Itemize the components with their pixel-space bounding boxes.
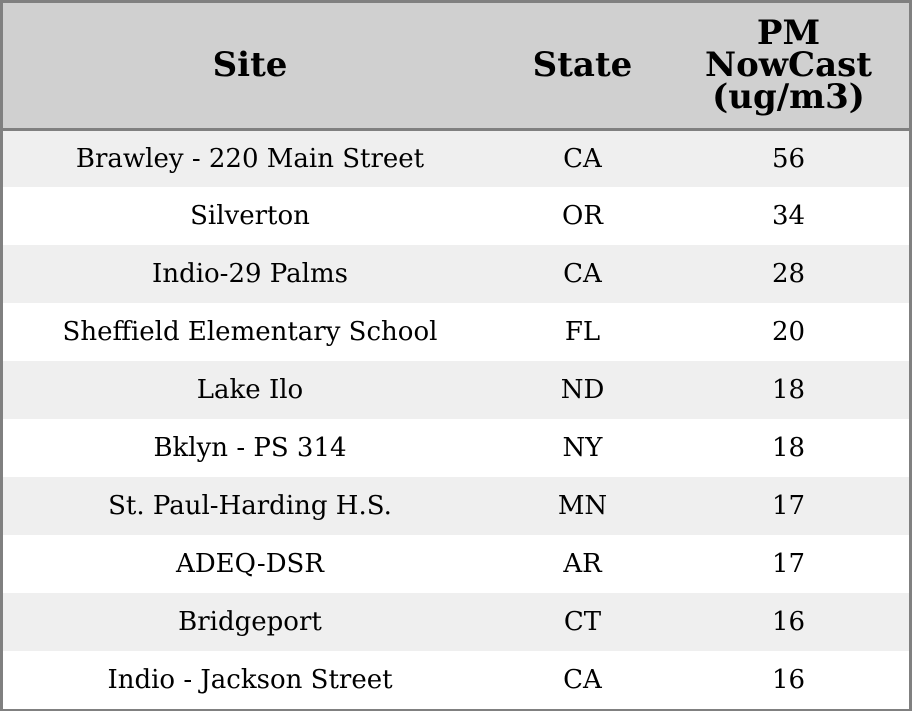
pm-cell: 17 bbox=[771, 549, 806, 579]
table-row bbox=[3, 245, 909, 303]
site-cell: Indio - Jackson Street bbox=[107, 665, 393, 695]
site-cell: Sheffield Elementary School bbox=[62, 317, 438, 347]
state-cell: AR bbox=[563, 549, 602, 579]
site-column-header: Site bbox=[3, 3, 497, 129]
state-cell: FL bbox=[564, 317, 601, 347]
pm-header-line-2: NowCast bbox=[705, 45, 872, 86]
state-cell: MN bbox=[557, 491, 608, 521]
header-row bbox=[3, 3, 909, 129]
pm-cell: 17 bbox=[771, 491, 806, 521]
site-cell: Silverton bbox=[190, 201, 310, 231]
pm-cell: 18 bbox=[771, 375, 806, 405]
pm-header-line-3: (ug/m3) bbox=[712, 77, 865, 118]
table-row bbox=[3, 477, 909, 535]
state-cell: CA bbox=[563, 143, 602, 174]
pm-cell: 56 bbox=[771, 143, 806, 174]
table-body bbox=[3, 129, 909, 709]
site-cell: St. Paul-Harding H.S. bbox=[108, 491, 392, 521]
table-row bbox=[3, 187, 909, 245]
site-cell: Lake Ilo bbox=[196, 375, 304, 405]
pm-cell: 28 bbox=[771, 259, 806, 289]
state-cell: NY bbox=[562, 433, 603, 463]
site-cell: ADEQ-DSR bbox=[176, 549, 324, 579]
state-cell: ND bbox=[560, 375, 605, 405]
state-cell: OR bbox=[562, 201, 603, 231]
site-cell: Bridgeport bbox=[178, 607, 322, 637]
site-cell: Indio-29 Palms bbox=[152, 259, 348, 289]
table-row bbox=[3, 419, 909, 477]
table-header bbox=[3, 3, 909, 129]
table-row bbox=[3, 593, 909, 651]
pm-cell: 16 bbox=[771, 607, 806, 637]
site-cell: Bklyn - PS 314 bbox=[153, 433, 347, 463]
state-column-header: State bbox=[497, 3, 668, 129]
table-row bbox=[3, 361, 909, 419]
table-row bbox=[3, 535, 909, 593]
state-cell: CT bbox=[563, 607, 602, 637]
pm-nowcast-column-header bbox=[668, 3, 909, 129]
table-row bbox=[3, 303, 909, 361]
table-row bbox=[3, 129, 909, 187]
pm-cell: 34 bbox=[771, 201, 806, 231]
state-cell: CA bbox=[563, 665, 602, 695]
pm-cell: 18 bbox=[771, 433, 806, 463]
pm-header-line-1: PM bbox=[756, 13, 821, 54]
pm-cell: 20 bbox=[771, 317, 806, 347]
site-cell: Brawley - 220 Main Street bbox=[75, 143, 425, 174]
pm-nowcast-table bbox=[3, 3, 909, 709]
pm-cell: 16 bbox=[771, 665, 806, 695]
table-row bbox=[3, 651, 909, 709]
state-cell: CA bbox=[563, 259, 602, 289]
